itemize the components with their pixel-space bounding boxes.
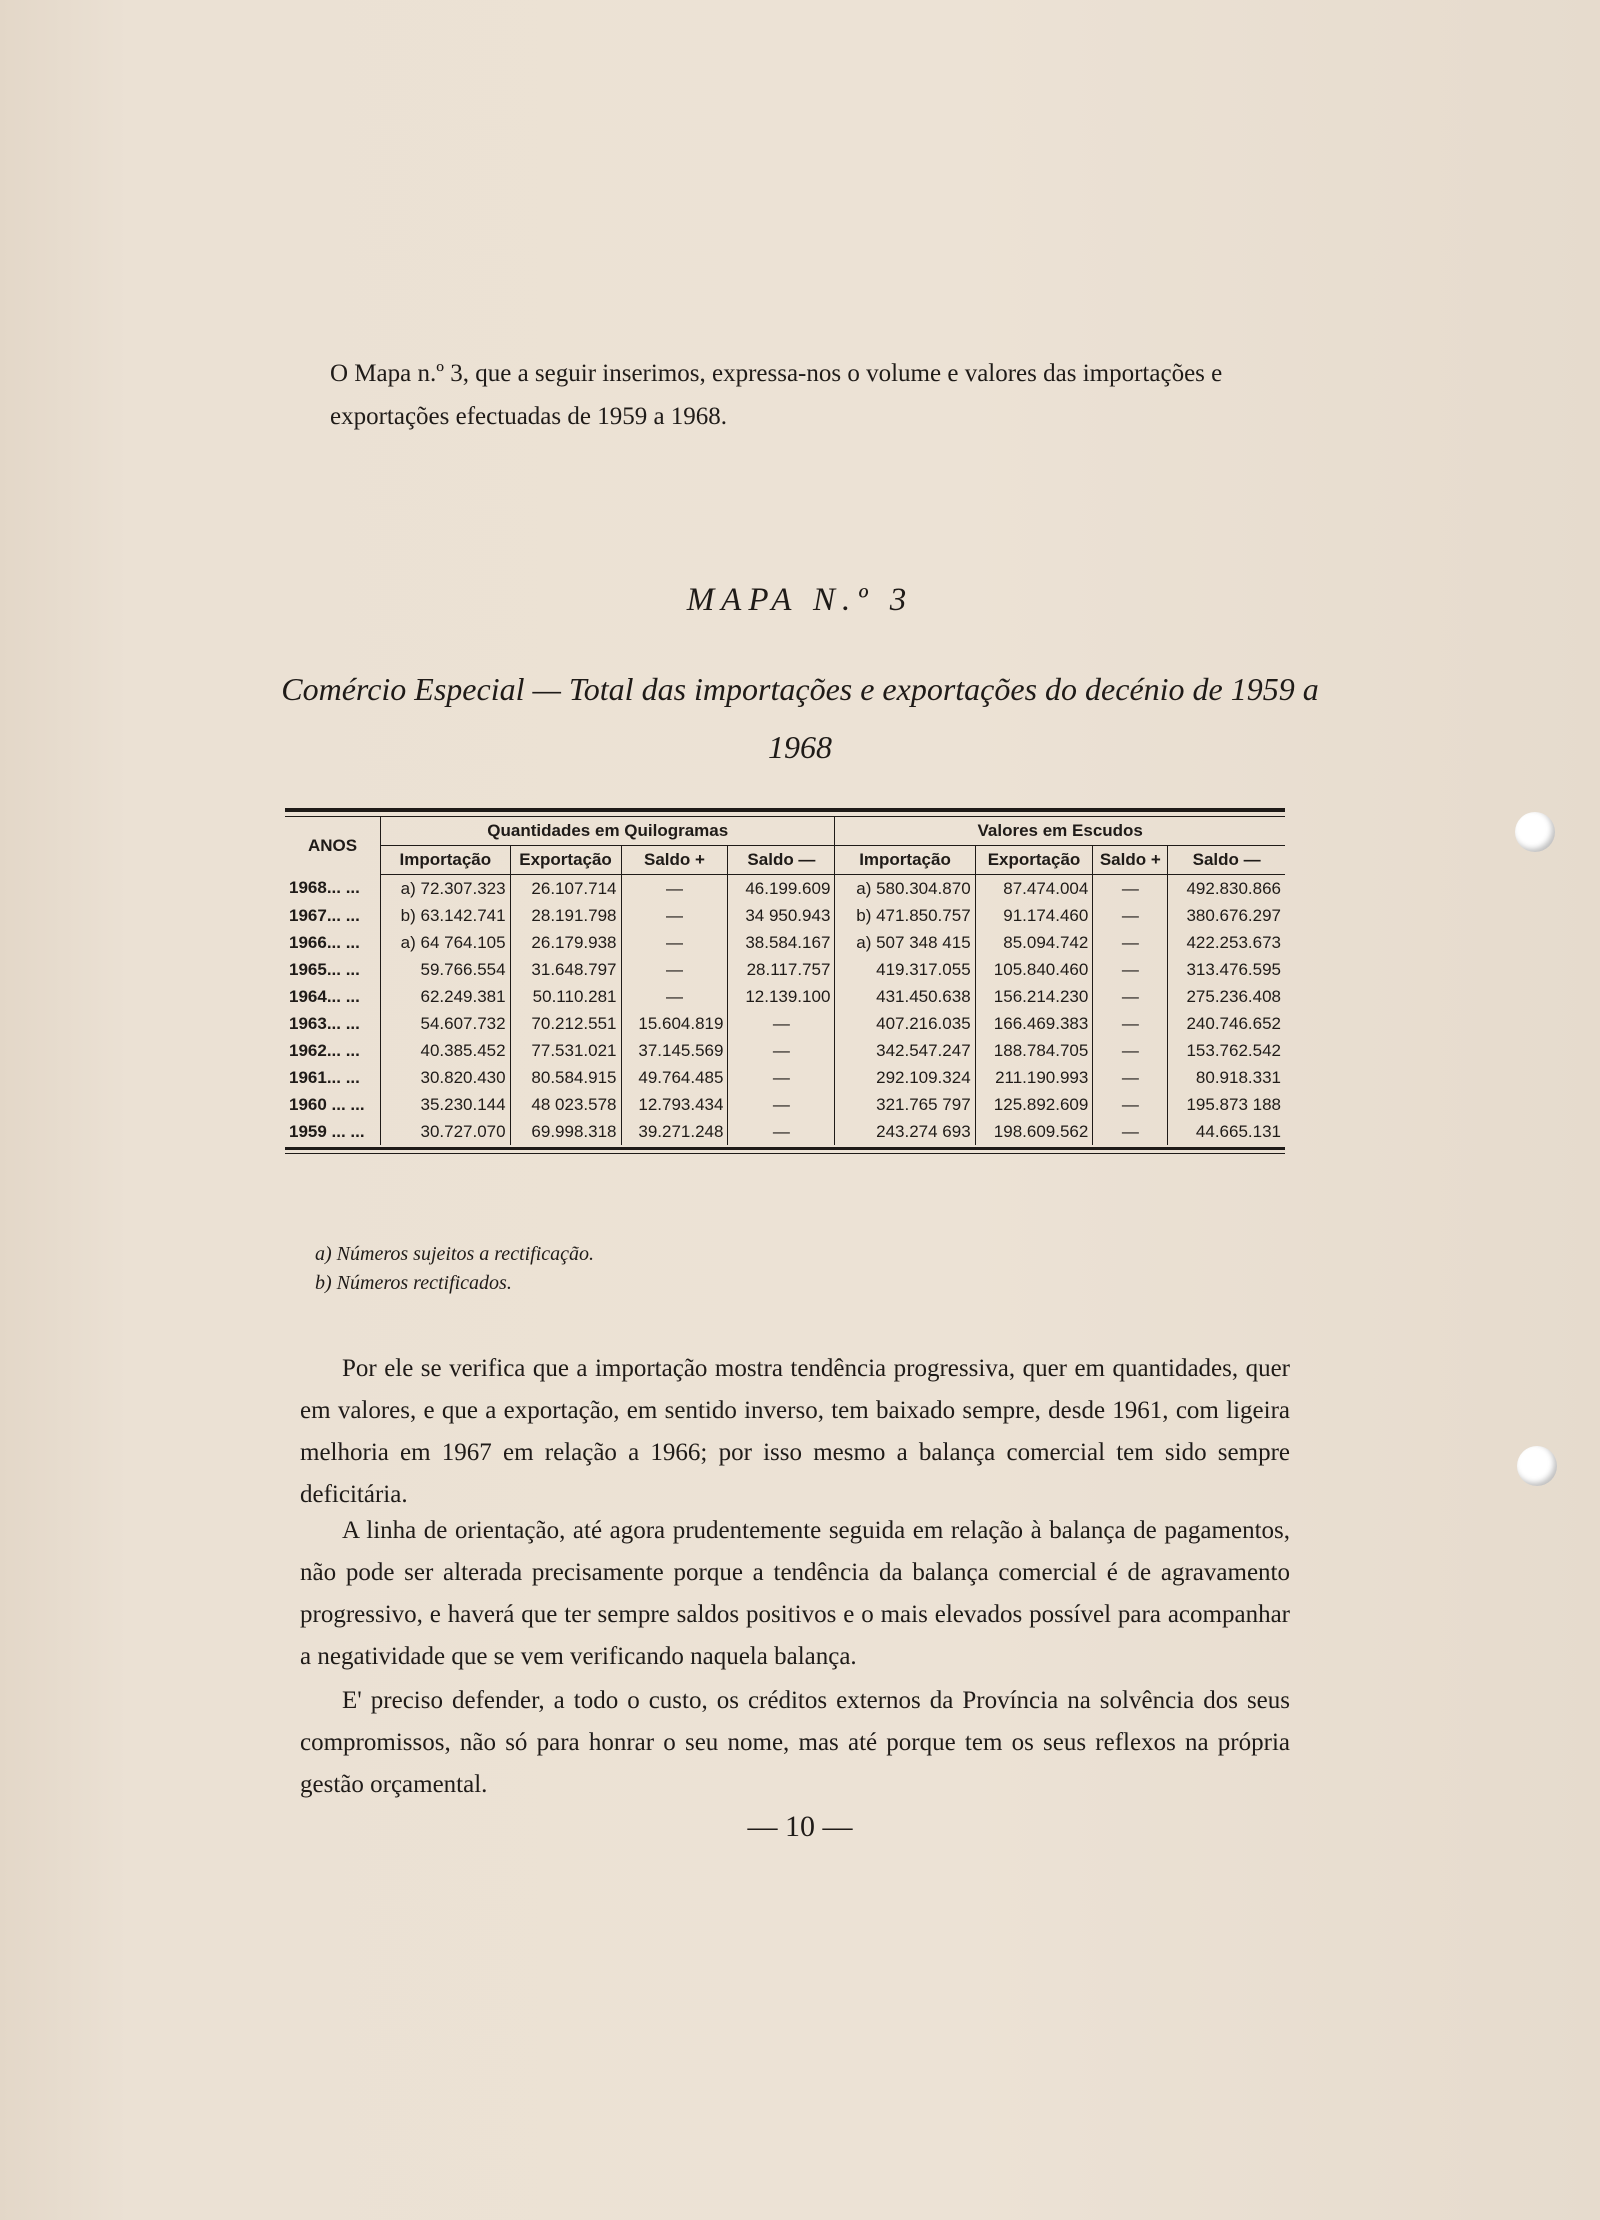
table-cell: —	[1093, 1118, 1168, 1145]
footnote	[315, 1240, 594, 1269]
body-paragraph-text: Por ele se verifica que a importação mostra tendência progressiva, quer em quantidades, quer em valores, e que a exportação, em sentido inverso, tem baixado sempre, desde 1961, com ligeira melhoria em 1967 em relação a 1966; por isso mesmo a balança comercial tem sido sempre deficitária.	[300, 1355, 1290, 1508]
punch-hole	[1517, 1446, 1557, 1486]
table-cell: 59.766.554	[381, 956, 510, 983]
table-cell: 28.117.757	[728, 956, 835, 983]
table-cell: —	[1093, 929, 1168, 956]
year-cell: 1967... ...	[285, 902, 381, 929]
table-cell: 243.274 693	[835, 1118, 975, 1145]
table-cell: —	[1093, 875, 1168, 903]
table-cell: 105.840.460	[975, 956, 1093, 983]
table-cell: 54.607.732	[381, 1010, 510, 1037]
table-cell: 240.746.652	[1186, 1013, 1281, 1033]
table-cell: 195.873 188	[1186, 1094, 1281, 1114]
table-cell: —	[1093, 1091, 1168, 1118]
table-cell: —	[728, 1064, 835, 1091]
body-paragraph-text: E' preciso defender, a todo o custo, os créditos externos da Província na solvência dos seus compromissos, não só para honrar o seu nome, mas até porque tem os seus reflexos na própria gestão orçamental.	[300, 1687, 1290, 1798]
table-cell: 125.892.609	[975, 1091, 1093, 1118]
table-row	[285, 1064, 1285, 1091]
table-top-rule	[285, 808, 1285, 812]
table-cell: —	[1093, 956, 1168, 983]
table-cell: a) 72.307.323	[381, 875, 510, 903]
table-cell: 198.609.562	[975, 1118, 1093, 1145]
table-cell: 431.450.638	[835, 983, 975, 1010]
table-cell: 156.214.230	[975, 983, 1093, 1010]
table-cell: 28.191.798	[510, 902, 621, 929]
table-cell: 15.604.819	[621, 1010, 728, 1037]
sub-header: Importação	[381, 846, 510, 875]
intro-paragraph: O Mapa n.º 3, que a seguir inserimos, expressa-nos o volume e valores das importações e exportações efectuadas de 1959 a 1968.	[330, 360, 1223, 430]
table-cell: 69.998.318	[510, 1118, 621, 1145]
table-cell: 492.830.866	[1186, 878, 1281, 898]
year-cell: 1959 ... ...	[285, 1118, 381, 1145]
table-cell: 34 950.943	[728, 902, 835, 929]
table-cell: 313.476.595	[1186, 959, 1281, 979]
table-cell: b) 63.142.741	[381, 902, 510, 929]
table-cell: 38.584.167	[728, 929, 835, 956]
year-header: ANOS	[285, 817, 381, 875]
table-cell: 49.764.485	[621, 1064, 728, 1091]
body-paragraph	[300, 1348, 1290, 1516]
table-cell: —	[728, 1010, 835, 1037]
sub-header: Exportação	[510, 846, 621, 875]
sub-header: Saldo +	[621, 846, 728, 875]
body-paragraph	[300, 1680, 1290, 1806]
table-bottom-rule	[285, 1147, 1285, 1150]
table-cell: —	[1093, 983, 1168, 1010]
table-row	[285, 983, 1285, 1010]
footnote-text: Números rectificados.	[336, 1272, 512, 1294]
table-row	[285, 875, 1285, 903]
table-cell: —	[621, 956, 728, 983]
table-row	[285, 1037, 1285, 1064]
table-cell: 30.727.070	[381, 1118, 510, 1145]
table-cell: —	[1093, 1064, 1168, 1091]
year-cell: 1964... ...	[285, 983, 381, 1010]
table-cell: 80.918.331	[1195, 1067, 1281, 1087]
table-row	[285, 1118, 1285, 1145]
table-cell: —	[1093, 902, 1168, 929]
table-row	[285, 902, 1285, 929]
values-group-header: Valores em Escudos	[835, 817, 1285, 846]
table-row	[285, 929, 1285, 956]
year-cell: 1965... ...	[285, 956, 381, 983]
table-cell: 87.474.004	[975, 875, 1093, 903]
table-row	[285, 1010, 1285, 1037]
table-cell: 77.531.021	[510, 1037, 621, 1064]
map-title: MAPA N.º 3	[686, 582, 914, 618]
table-cell: 40.385.452	[381, 1037, 510, 1064]
footnote	[315, 1269, 594, 1298]
table-cell: 50.110.281	[510, 983, 621, 1010]
table-cell: 35.230.144	[381, 1091, 510, 1118]
sub-header: Exportação	[975, 846, 1093, 875]
table-cell: 275.236.408	[1186, 986, 1281, 1006]
table-cell: 321.765 797	[835, 1091, 975, 1118]
table-cell: a) 507 348 415	[835, 929, 975, 956]
table-cell: 31.648.797	[510, 956, 621, 983]
table-row	[285, 1091, 1285, 1118]
table-cell: 39.271.248	[621, 1118, 728, 1145]
table-cell: 166.469.383	[975, 1010, 1093, 1037]
table-cell: 70.212.551	[510, 1010, 621, 1037]
table-cell: 12.139.100	[728, 983, 835, 1010]
table-cell: —	[728, 1091, 835, 1118]
table-cell: 12.793.434	[621, 1091, 728, 1118]
table-cell: 211.190.993	[975, 1064, 1093, 1091]
table-cell: —	[728, 1118, 835, 1145]
year-cell: 1960 ... ...	[285, 1091, 381, 1118]
table-cell: —	[728, 1037, 835, 1064]
table-subtitle: Comércio Especial — Total das importações e exportações do decénio de 1959 a 1968	[281, 671, 1319, 765]
footnotes	[315, 1240, 594, 1298]
table-cell: 26.107.714	[510, 875, 621, 903]
table-cell: —	[1093, 1010, 1168, 1037]
table-cell: —	[1093, 1037, 1168, 1064]
table-cell: 342.547.247	[835, 1037, 975, 1064]
sub-header: Importação	[835, 846, 975, 875]
table-cell: 292.109.324	[835, 1064, 975, 1091]
table-cell: 153.762.542	[1186, 1040, 1281, 1060]
table-cell: —	[621, 875, 728, 903]
year-cell: 1963... ...	[285, 1010, 381, 1037]
footnote-text: Números sujeitos a rectificação.	[336, 1243, 595, 1265]
trade-table	[285, 817, 1285, 1145]
footnote-tag: b)	[315, 1272, 332, 1294]
table-cell: 46.199.609	[728, 875, 835, 903]
table-cell: —	[621, 929, 728, 956]
quantities-group-header: Quantidades em Quilogramas	[381, 817, 835, 846]
table-cell: 407.216.035	[835, 1010, 975, 1037]
table-cell: 30.820.430	[381, 1064, 510, 1091]
footnote-tag: a)	[315, 1243, 332, 1265]
trade-table-container	[285, 808, 1285, 1154]
table-cell: 44.665.131	[1195, 1121, 1281, 1141]
table-cell: a) 64 764.105	[381, 929, 510, 956]
table-cell: —	[621, 983, 728, 1010]
punch-hole	[1515, 812, 1555, 852]
year-cell: 1962... ...	[285, 1037, 381, 1064]
year-cell: 1966... ...	[285, 929, 381, 956]
table-cell: 422.253.673	[1186, 932, 1281, 952]
table-cell: 80.584.915	[510, 1064, 621, 1091]
sub-header: Saldo —	[728, 846, 835, 875]
table-cell: 91.174.460	[975, 902, 1093, 929]
table-cell: 48 023.578	[510, 1091, 621, 1118]
table-cell: a) 580.304.870	[835, 875, 975, 903]
table-cell: b) 471.850.757	[835, 902, 975, 929]
sub-header: Saldo +	[1093, 846, 1168, 875]
table-row	[285, 956, 1285, 983]
table-cell: 188.784.705	[975, 1037, 1093, 1064]
table-cell: 85.094.742	[975, 929, 1093, 956]
table-cell: 419.317.055	[835, 956, 975, 983]
table-cell: 37.145.569	[621, 1037, 728, 1064]
year-cell: 1968... ...	[285, 875, 381, 903]
table-cell: 26.179.938	[510, 929, 621, 956]
page-number: — 10 —	[747, 1810, 853, 1843]
table-cell: 380.676.297	[1186, 905, 1281, 925]
table-bottom-rule-thin	[285, 1153, 1285, 1154]
body-paragraph	[300, 1510, 1290, 1678]
year-cell: 1961... ...	[285, 1064, 381, 1091]
table-cell: 62.249.381	[381, 983, 510, 1010]
body-paragraph-text: A linha de orientação, até agora prudentemente seguida em relação à balança de pagamentos, não pode ser alterada precisamente porque a tendência da balança comercial é de agravamento progressivo, e haverá que ter sempre saldos positivos e o mais elevados possível para acompanhar a negatividade que se vem verificando naquela balança.	[300, 1517, 1290, 1670]
sub-header: Saldo —	[1168, 846, 1285, 875]
table-cell: —	[621, 902, 728, 929]
